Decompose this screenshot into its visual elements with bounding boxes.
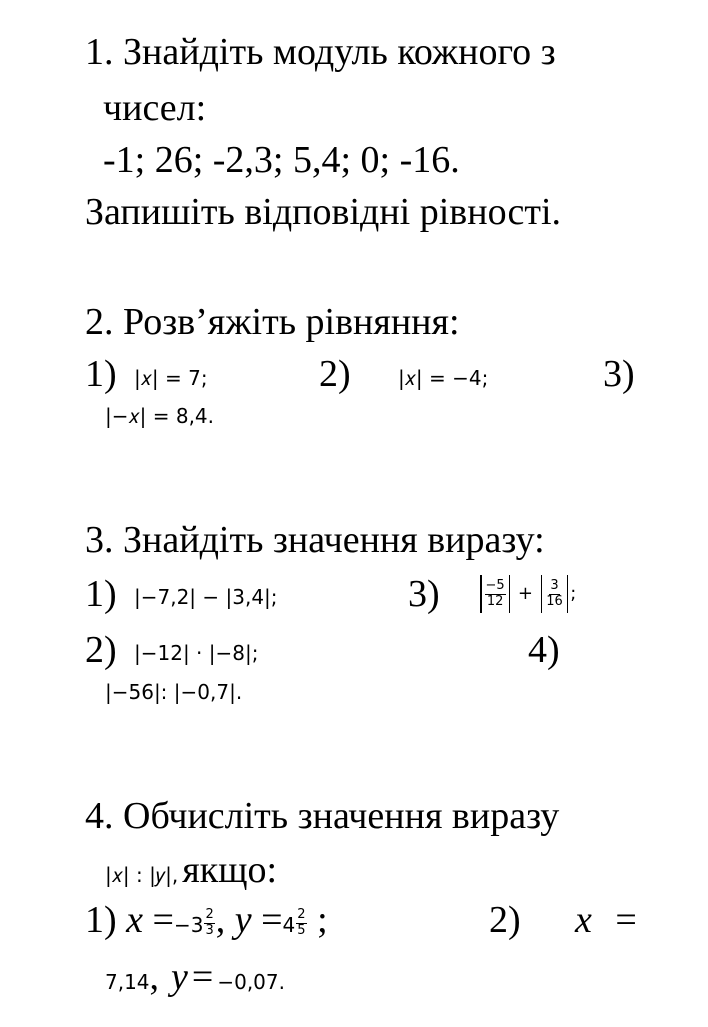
y2-value: −0,07.: [217, 970, 285, 994]
task1-line3: -1; 26; -2,3; 5,4; 0; -16.: [103, 139, 460, 181]
equals-sign: =: [615, 899, 637, 941]
task4-expr: |𝑥| : |𝑦|,: [105, 863, 179, 887]
var-x: x: [126, 899, 144, 941]
abs-bar: [541, 575, 543, 613]
task4-title: 4. Обчисліть значення виразу: [85, 795, 560, 837]
fraction: [485, 579, 506, 609]
equals-sign: =: [152, 899, 174, 941]
var-y: y: [171, 956, 188, 998]
fraction-denominator: 16: [546, 593, 563, 609]
var-x: x: [575, 899, 592, 941]
abs-bar: [480, 575, 482, 613]
task4-item1-label: 1): [85, 899, 117, 941]
fraction-denominator: 5: [297, 922, 306, 938]
fraction-numerator: 3: [550, 578, 559, 594]
task2-item3-label: 3): [603, 353, 635, 395]
task2-item1-expr: |𝑥| = 7;: [134, 366, 208, 390]
comma: ,: [215, 899, 226, 941]
task4-item1: [85, 898, 328, 942]
x-whole: −3: [173, 913, 204, 937]
y-fraction: [296, 908, 306, 938]
equals-sign: =: [191, 956, 214, 998]
task4-condition: [105, 848, 277, 892]
comma: ,: [149, 956, 160, 998]
x-fraction: [204, 908, 214, 938]
task3-item3-label: 3): [408, 573, 440, 615]
task4-item2-x: [575, 898, 637, 942]
task2-title: 2. Розв’яжіть рівняння:: [85, 301, 460, 343]
task2-item1-label: 1): [85, 353, 117, 395]
task2-item2-label: 2): [319, 353, 351, 395]
task3-item3-expr: [478, 575, 576, 613]
semicolon: ;: [570, 583, 577, 604]
task3-item2-expr: |−12| · |−8|;: [134, 641, 259, 665]
x2-value: 7,14: [105, 970, 150, 994]
y-whole: 4: [282, 913, 296, 937]
task4-item2-values: [105, 955, 285, 999]
task3-item1-label: 1): [85, 573, 117, 615]
abs-bar: [509, 575, 511, 613]
task4-item2-label: 2): [489, 899, 521, 941]
task3-item4-expr: |−56|: |−0,7|.: [105, 680, 243, 704]
semicolon: ;: [317, 899, 328, 941]
task2-item2-expr: |𝑥| = −4;: [398, 366, 489, 390]
fraction-denominator: 12: [486, 593, 504, 609]
fraction-numerator: 2: [297, 907, 306, 923]
equals-sign: =: [261, 899, 283, 941]
task1-line4: Запишіть відповідні рівності.: [85, 191, 562, 233]
task3-item1-expr: |−7,2| − |3,4|;: [134, 585, 278, 609]
fraction-numerator: 2: [205, 907, 214, 923]
task1-line2: чисел:: [103, 87, 207, 129]
fraction: [545, 579, 564, 609]
task3-title: 3. Знайдіть значення виразу:: [85, 519, 545, 561]
task3-item4-label: 4): [528, 629, 560, 671]
fraction-numerator: −5: [485, 578, 505, 594]
task4-if-word: якщо:: [182, 849, 278, 891]
task1-line1: 1. Знайдіть модуль кожного з: [85, 31, 556, 73]
abs-bar: [567, 575, 569, 613]
plus-sign: +: [517, 583, 533, 604]
task2-item3-expr: |−𝑥| = 8,4.: [105, 404, 215, 428]
var-y: y: [234, 899, 252, 941]
task3-item2-label: 2): [85, 629, 117, 671]
fraction-denominator: 3: [205, 922, 214, 938]
